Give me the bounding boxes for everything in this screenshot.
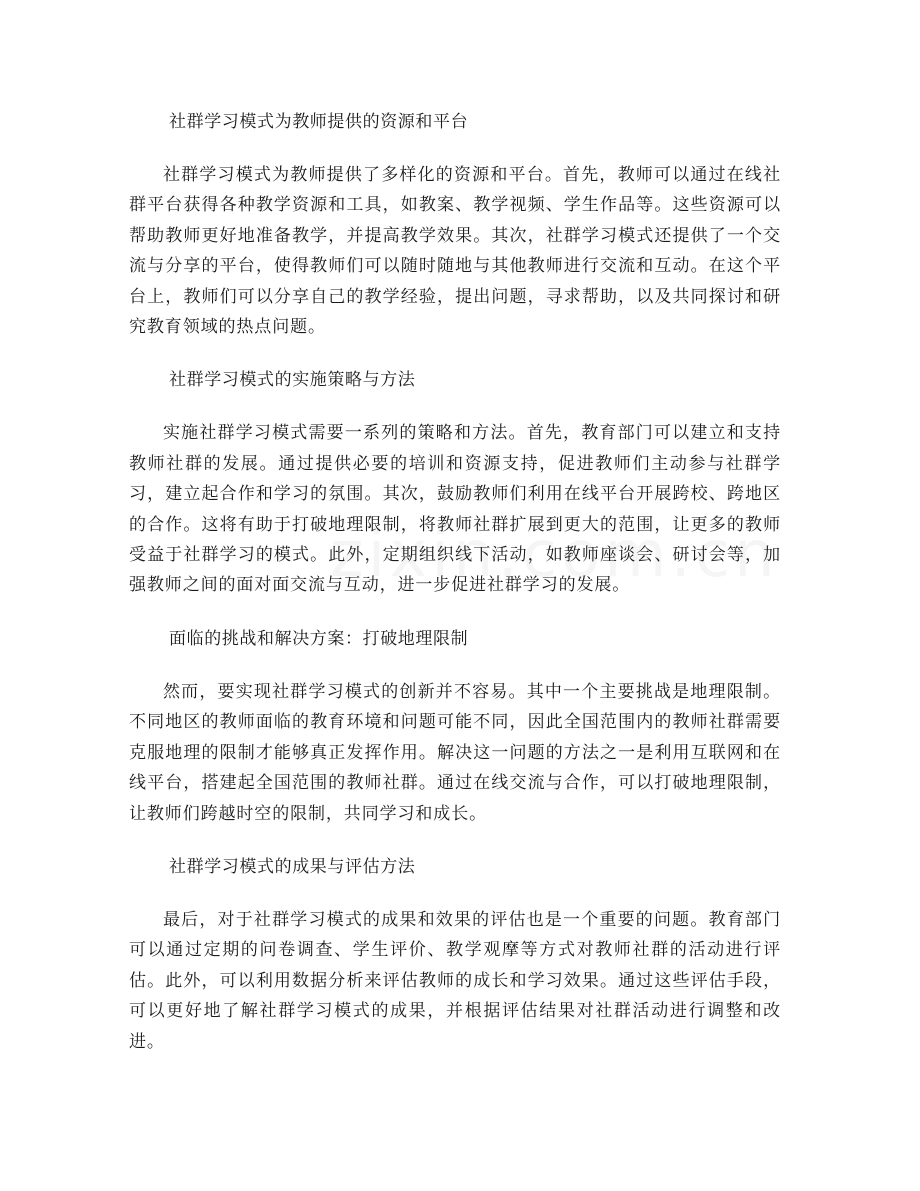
section-challenges-solutions xyxy=(129,624,781,829)
section-heading: 面临的挑战和解决方案：打破地理限制 xyxy=(169,628,469,649)
section-heading: 社群学习模式的实施策略与方法 xyxy=(169,370,416,391)
section-paragraph: 实施社群学习模式需要一系列的策略和方法。首先，教育部门可以建立和支持教师社群的发展。通过提供必要的培训和资源支持，促进教师们主动参与社群学习，建立起合作和学习的氛围。其次，鼓励教师们利用在线平台开展跨校、跨地区的合作。这将有助于打破地理限制，将教师社群扩展到更大的范围，让更多的教师受益于社群学习的模式。此外，定期组织线下活动，如教师座谈会、研讨会等，加强教师之间的面对面交流与互动，进一步促进社群学习的发展。 xyxy=(129,423,781,596)
section-implementation-strategy xyxy=(129,365,781,600)
section-resources-platform xyxy=(129,107,781,342)
section-heading: 社群学习模式为教师提供的资源和平台 xyxy=(169,112,469,132)
document-body xyxy=(129,107,781,1080)
section-heading: 社群学习模式的成果与评估方法 xyxy=(169,856,416,877)
section-outcomes-evaluation xyxy=(129,852,781,1057)
section-paragraph: 然而，要实现社群学习模式的创新并不容易。其中一个主要挑战是地理限制。不同地区的教师面临的教育环境和问题可能不同，因此全国范围内的教师社群需要克服地理的限制才能够真正发挥作用。解决这一问题的方法之一是利用互联网和在线平台，搭建起全国范围的教师社群。通过在线交流与合作，可以打破地理限制，让教师们跨越时空的限制，共同学习和成长。 xyxy=(129,681,781,824)
section-paragraph: 最后，对于社群学习模式的成果和效果的评估也是一个重要的问题。教育部门可以通过定期的问卷调查、学生评价、教学观摩等方式对教师社群的活动进行评估。此外，可以利用数据分析来评估教师的成长和学习效果。通过这些评估手段，可以更好地了解社群学习模式的成果，并根据评估结果对社群活动进行调整和改进。 xyxy=(129,909,781,1052)
section-paragraph: 社群学习模式为教师提供了多样化的资源和平台。首先，教师可以通过在线社群平台获得各种教学资源和工具，如教案、教学视频、学生作品等。这些资源可以帮助教师更好地准备教学，并提高教学效果。其次，社群学习模式还提供了一个交流与分享的平台，使得教师们可以随时随地与其他教师进行交流和互动。在这个平台上，教师们可以分享自己的教学经验，提出问题，寻求帮助，以及共同探讨和研究教育领域的热点问题。 xyxy=(129,165,781,338)
